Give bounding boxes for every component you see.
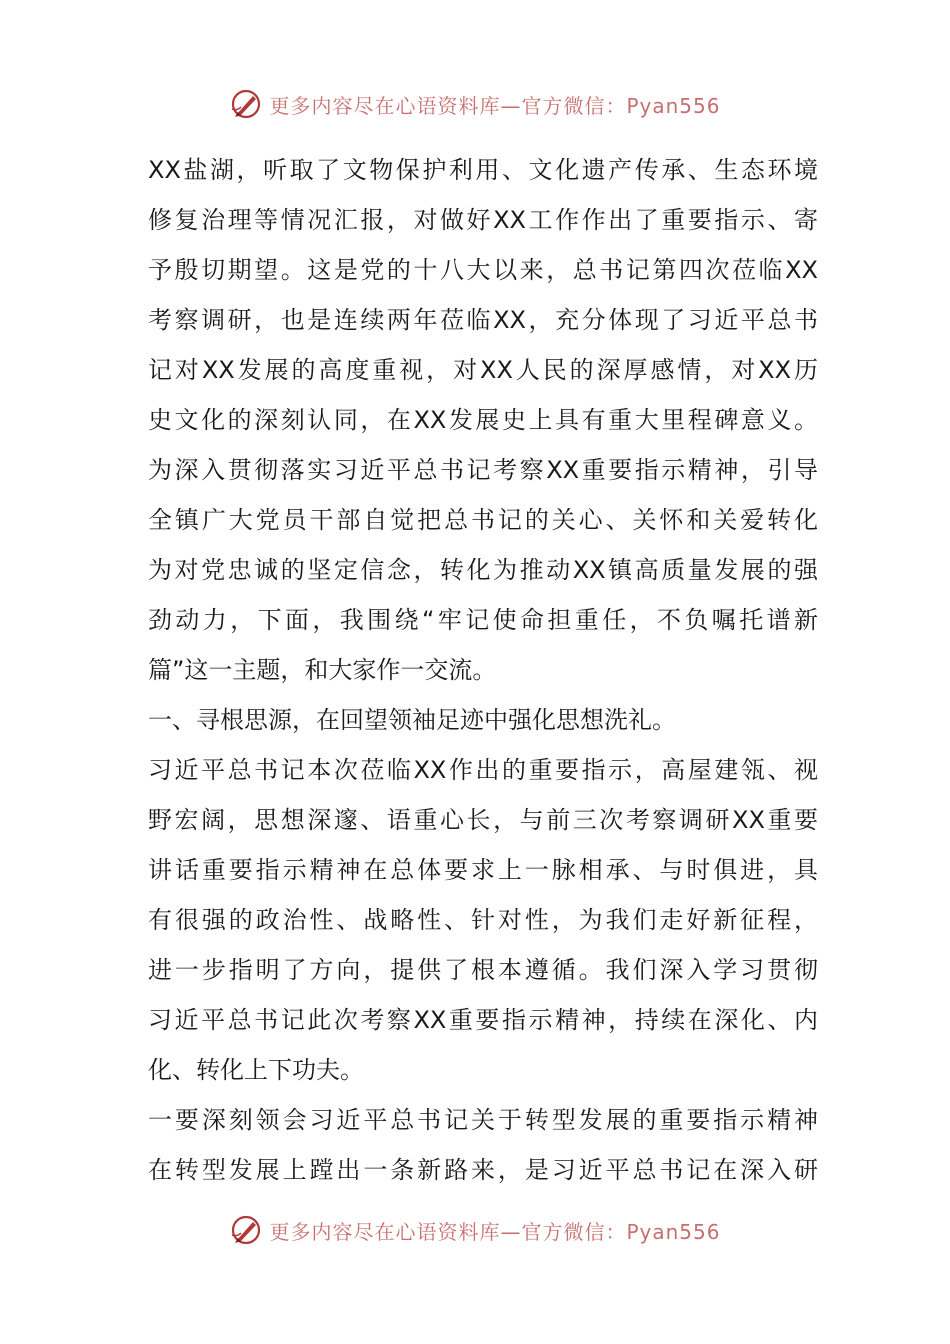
document-body xyxy=(148,145,818,1195)
text-line: XX盐湖，听取了文物保护利用、文化遗产传承、生态环境 xyxy=(148,156,818,184)
footer-watermark-banner xyxy=(0,1210,950,1250)
pen-circle-logo-icon xyxy=(229,1213,263,1247)
section-heading: 一、寻根思源，在回望领袖足迹中强化思想洗礼。 xyxy=(148,706,676,734)
text-line: 野宏阔，思想深邃、语重心长，与前三次考察调研XX重要 xyxy=(148,806,818,834)
text-line: 篇”这一主题，和大家作一交流。 xyxy=(148,656,497,684)
text-line: 习近平总书记本次莅临XX作出的重要指示，高屋建瓴、视 xyxy=(148,756,818,784)
text-line: 史文化的深刻认同，在XX发展史上具有重大里程碑意义。 xyxy=(148,406,818,434)
header-watermark-banner xyxy=(0,84,950,124)
text-line: 有很强的政治性、战略性、针对性，为我们走好新征程， xyxy=(148,906,818,934)
text-line: 修复治理等情况汇报，对做好XX工作作出了重要指示、寄 xyxy=(148,206,818,234)
text-line: 全镇广大党员干部自觉把总书记的关心、关怀和关爱转化 xyxy=(148,506,818,534)
text-line: 一要深刻领会习近平总书记关于转型发展的重要指示精神 xyxy=(148,1106,818,1134)
text-line: 记对XX发展的高度重视，对XX人民的深厚感情，对XX历 xyxy=(148,356,818,384)
text-line: 予殷切期望。这是党的十八大以来，总书记第四次莅临XX xyxy=(148,256,818,284)
text-line: 化、转化上下功夫。 xyxy=(148,1056,364,1084)
text-line: 考察调研，也是连续两年莅临XX，充分体现了习近平总书 xyxy=(148,306,818,334)
watermark-text: 更多内容尽在心语资料库—官方微信：Pyan556 xyxy=(269,1219,721,1244)
watermark-text: 更多内容尽在心语资料库—官方微信：Pyan556 xyxy=(269,93,721,118)
text-line: 为对党忠诚的坚定信念，转化为推动XX镇高质量发展的强 xyxy=(148,556,818,584)
text-line: 讲话重要指示精神在总体要求上一脉相承、与时俱进，具 xyxy=(148,856,818,884)
text-line: 为深入贯彻落实习近平总书记考察XX重要指示精神，引导 xyxy=(148,456,818,484)
text-line: 进一步指明了方向，提供了根本遵循。我们深入学习贯彻 xyxy=(148,956,818,984)
text-line: 习近平总书记此次考察XX重要指示精神，持续在深化、内 xyxy=(148,1006,818,1034)
text-line: 在转型发展上蹚出一条新路来，是习近平总书记在深入研 xyxy=(148,1156,818,1184)
pen-circle-logo-icon xyxy=(229,87,263,121)
text-line: 劲动力，下面，我围绕“牢记使命担重任，不负嘱托谱新 xyxy=(148,606,818,634)
